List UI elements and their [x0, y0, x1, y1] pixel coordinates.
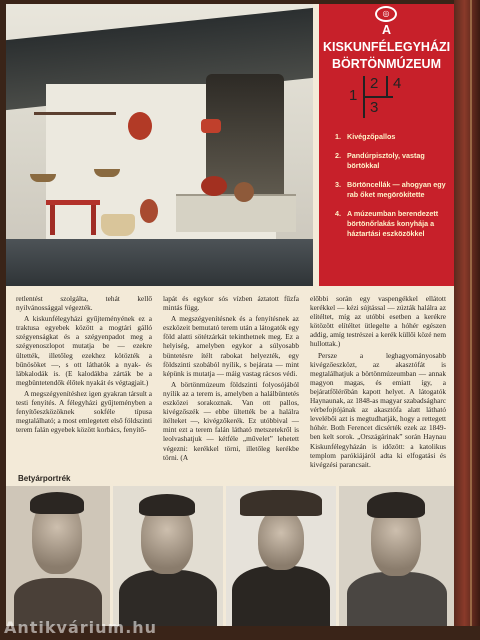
key-number-3: 3 [370, 99, 379, 116]
photo-pot [201, 176, 227, 196]
portrait-photo [226, 486, 336, 626]
paragraph: A börtönmúzeum földszinti folyosójából nyílik az a terem is, amelyben a halálbüntetés eszközei sorakoznak. Van ott pallos, kivégzőszék — ebbe ültették be a halálra ítélteket —, kivégzőkerék. Ez utóbbival — mint ezt a terem falán látható metszetekről is leolvashatjuk — kétféle „művelet” lehetett végezni: kerékkel törni, illetőleg kerékbe törni. (A [163, 379, 299, 462]
photo-basket [101, 214, 135, 236]
paragraph: retlentést szolgálta, tehát kellő nyilvánossággal végezték. [16, 294, 152, 313]
portrait-hair [139, 494, 195, 516]
magazine-logo-icon: ◎ [375, 6, 397, 22]
caption-text: Kivégzőpallos [347, 132, 396, 141]
spine-line [470, 0, 472, 640]
book-spine [454, 0, 480, 640]
portrait-photo [113, 486, 223, 626]
photo-scale-pan [94, 169, 120, 177]
portrait-hair [30, 492, 84, 514]
caption-num: 3. [335, 180, 341, 189]
key-number-4: 4 [393, 75, 402, 92]
caption-text: A múzeumban berendezett börtönőrlakás konyhája a háztartási eszközökkel [347, 209, 439, 238]
watermark: Antikvárium.hu [4, 618, 158, 637]
portrait-photo [6, 486, 110, 626]
article-column-1 [16, 294, 152, 470]
photo-pot [128, 112, 152, 140]
paragraph: A kiskunfélegyházi gyűjteményének ez a traktusa egyebek között a mogtári gálló szégyenságkat és a szégyenpadot meg a szégyenoszlopot mutatja be — ezekre ültették, illetőleg ezekhez kötözték a bűnösöket —, s ott láthatók a nyak- és lábkalodák is. (E kalodákba zárták be a megbüntetendők élőtek nyakát és végtagjait.) [16, 314, 152, 387]
photo-scale-pan [30, 174, 56, 182]
key-number-1: 1 [349, 87, 358, 104]
paragraph: A megszégyenítéshez igen gyakran társult a testi fenyítés. A félegyházi gyűjteményben a fenyítőeszközöknek sokféle típusa megtalálható; a most emlegetett első földszinti terem falán egyebek között korbács, fenyítő- [16, 388, 152, 435]
article-body [16, 294, 446, 470]
paragraph: Persze a leghagyományosabb kivégzőeszközt, az akasztófát is megtalálhatjuk a börtönmúzeumban — annak magyon magas, és emiatt így, a bejáratfőlérőbán kapott helyet. A látogatók Haynaunak, az 1848-as magyar szabadságharc vérbefojtójának az akasztófa alatt látható levelébői azt is megtudhatják, hogy a rettegett hóhér. Both Ferencet dicsérték ezek az 1849-ben kelt sorok. „Országárinak” során Haynau Kiskunfélegyházán is időzött: a katolikus templom parókiájáról adta ki elfogatási és kivégzési parancsait. [310, 350, 446, 469]
title-box [319, 4, 454, 286]
photo-shelf [176, 194, 296, 232]
caption-item [335, 180, 453, 200]
title-line-2: BÖRTÖNMÚZEUM [331, 57, 441, 71]
paragraph: A megszégyenítésnek és a fenyítésnek az eszközeit bemutató terem után a látogatók egy föld alatti sötétzárkát tekinthetnek meg. Ez a helyiség, amelyben egykor a súlyosabb büntetésre ítélt rabokat helyezték, egy földszinti szobából nyílik, s bejárata — mint képünk is mutatja — máig vastag rácsos védi. [163, 314, 299, 378]
article-column-3 [310, 294, 446, 470]
caption-item [335, 151, 453, 171]
key-divider [386, 76, 388, 96]
caption-num: 4. [335, 209, 341, 218]
portrait-body [347, 572, 447, 626]
page-title [323, 22, 450, 73]
title-line-1: A KISKUNFÉLEGYHÁZI [323, 23, 451, 54]
key-divider [363, 96, 393, 98]
article-column-2 [163, 294, 299, 470]
paragraph: lapát és egykor sós vízben áztatott fűzfa mintás függ. [163, 294, 299, 313]
caption-list [335, 132, 453, 248]
paragraph: előbbi során egy vaspengékkel ellátott kerékkel — kézi sújtással — zúzták halálra az elítéltet, míg az utóbbi esetben a kerékre kötözött elítéltet ütlegelte a hóhér egészen addig, amíg testrészei a kerék küllői közé nem hullottak.) [310, 294, 446, 349]
photo-pot [234, 182, 254, 202]
portrait-photo [339, 486, 454, 626]
kitchen-photo [6, 4, 313, 286]
caption-text: Börtöncellák — ahogyan egy rab őket megörökítette [347, 180, 446, 199]
photo-bench [46, 200, 100, 235]
portrait-hat [240, 490, 322, 516]
portrait-face [258, 508, 304, 570]
photo-pot [140, 199, 158, 223]
caption-text: Pandúrpisztoly, vastag börtökkal [347, 151, 425, 170]
photo-key-diagram [333, 74, 438, 122]
key-number-2: 2 [370, 75, 379, 92]
portraits-caption: Betyárportrék [18, 474, 71, 483]
caption-num: 2. [335, 151, 341, 160]
photo-floor [6, 239, 313, 286]
portrait-strip [6, 486, 454, 626]
caption-num: 1. [335, 132, 341, 141]
portrait-body [232, 566, 330, 626]
portrait-hair [367, 492, 425, 518]
photo-pot [201, 119, 221, 133]
caption-item [335, 132, 453, 142]
magazine-page [6, 4, 454, 626]
photo-scale [34, 112, 116, 115]
caption-item [335, 209, 453, 239]
